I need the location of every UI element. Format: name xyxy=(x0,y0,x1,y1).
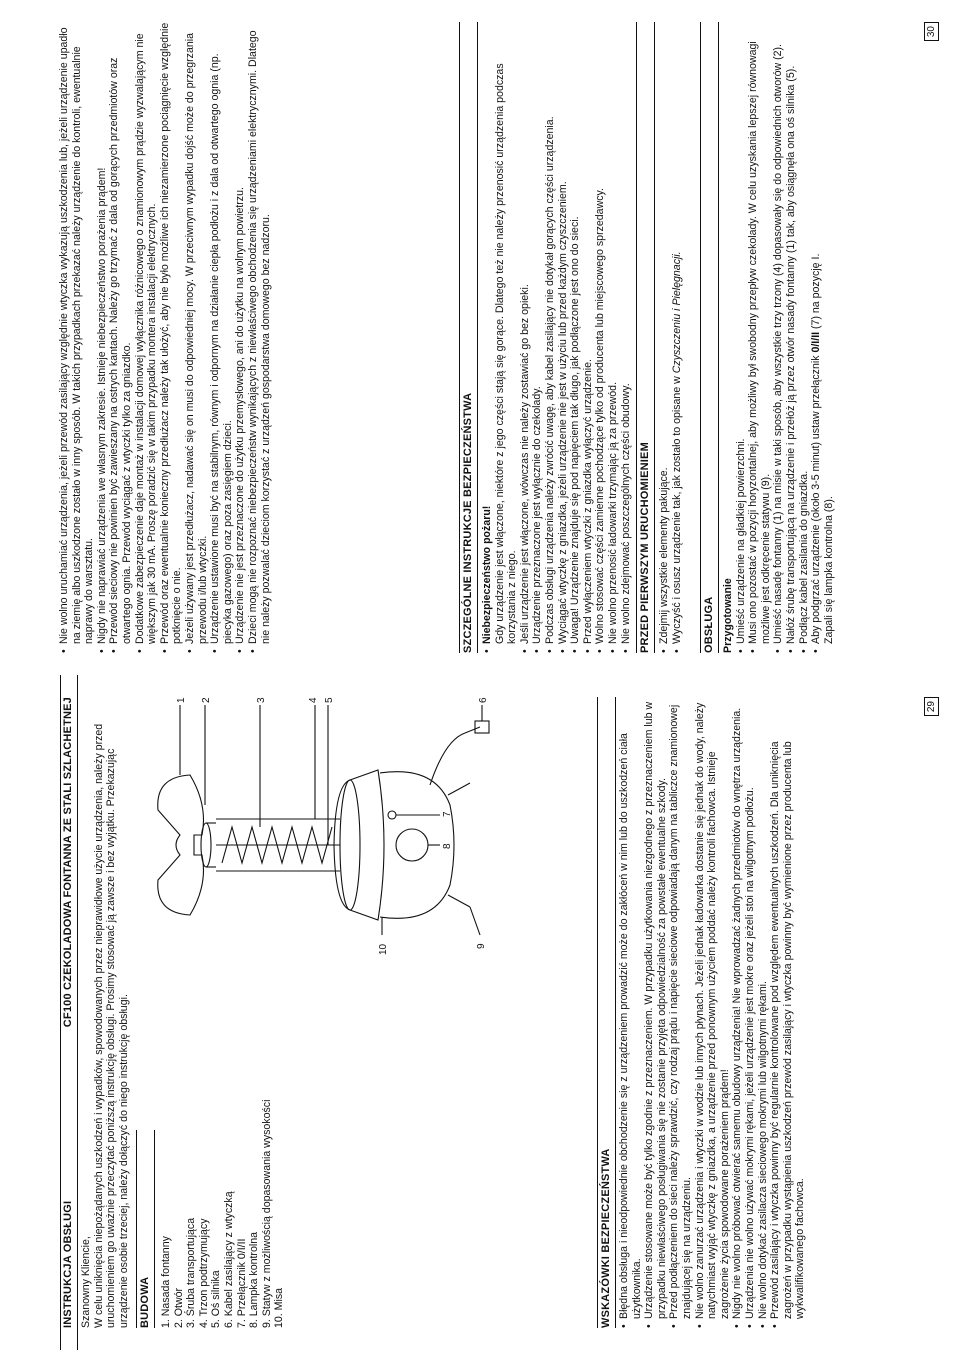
safety-rule-top xyxy=(597,697,598,1328)
greeting: Szanowny Kliencie, xyxy=(80,1236,92,1328)
list-item: • Podłącz kabel zasilania do gniazdka. xyxy=(798,22,811,653)
page-number: 30 xyxy=(924,22,939,41)
safety-rule-bottom xyxy=(615,697,616,1328)
list-item xyxy=(481,22,494,653)
special-rule-top xyxy=(459,22,460,653)
list-item: • Wyciągać wtyczkę z gniazdka, jeżeli urządzenie nie jest w użyciu lub przed każdym czyszczeniem. xyxy=(557,22,570,653)
page-29 xyxy=(0,675,954,1350)
page-number: 29 xyxy=(924,697,939,716)
crown-collar xyxy=(201,823,211,867)
callout-label: 2 xyxy=(201,697,212,703)
obsluga-rule-bottom xyxy=(718,22,719,653)
list-item: 5. Oś silnika xyxy=(210,1270,223,1328)
list-item: • Dzieci mogą nie rozpoznać niebezpieczeństw wynikających z niewłaściwego obchodzenia się urządzeniami elektrycznymi. Dlatego nie należy pozwalać dzieciom korzystać z urządzeń gospodarstwa domowego bez nadzoru. xyxy=(247,22,272,653)
stand-leg xyxy=(448,895,470,907)
intro-text: W celu uniknięcia niepożądanych uszkodzeń i wypadków, spowodowanych przez nieprawidłowe użycie urządzenia, należy przed uruchomieniem go uważnie przeczytać poniższą instrukcję obsługi. Prosimy stosować ją zawsze i bez wyjątku. Przekazując urządzenie osobie trzeciej, należy dołączyć do niego instrukcję obsługi. xyxy=(92,723,130,1328)
budowa-heading: BUDOWA xyxy=(139,1276,151,1328)
title-rule-bottom xyxy=(77,675,78,1350)
special-block xyxy=(481,22,632,653)
plug-icon xyxy=(475,721,489,733)
callout-label: 4 xyxy=(308,697,319,703)
fountain-crown xyxy=(158,775,204,915)
list-item: 7. Przełącznik 0/I/II xyxy=(235,1238,248,1328)
special-heading: SZCZEGÓLNE INSTRUKCJE BEZPIECZEŃSTWA xyxy=(462,392,474,653)
list-item: • Nie wolno zdejmować poszczególnych części obudowy. xyxy=(620,22,633,653)
safety-heading: WSKAZÓWKI BEZPIECZEŃSTWA xyxy=(600,1148,612,1328)
bowl-rim xyxy=(340,780,360,910)
budowa-rule-top xyxy=(136,1130,137,1328)
safety-list-continued xyxy=(58,22,272,653)
list-item: • Przewód oraz ewentualnie konieczny przedłużacz należy tak ułożyć, aby nie było możliwe ich niezamierzone pociągnięcie względnie potknięcie o nie. xyxy=(159,22,184,653)
list-item: • Umieść urządzenie na gładkiej powierzchni. xyxy=(735,22,748,653)
list-item: • Przewód zasilający i wtyczka powinny być regularnie kontrolowane pod względem ewentualnych uszkodzeń. Dla uniknięcia zagrożeń w przypadku wystąpienia uszkodzeń przewód zasilający i wtyczka powinny być wymienione przez producenta lub wykwalifikowanego fachowca. xyxy=(769,697,807,1328)
list-item: 4. Trzon podtrzymujący xyxy=(197,1218,210,1328)
control-lamp xyxy=(388,811,396,819)
list-item: • Podczas obsługi urządzenia należy zwrócić uwagę, aby kabel zasilający nie dotykał gorących części urządzenia. xyxy=(544,22,557,653)
list-item: • Nie wolno uruchamiać urządzenia, jeżeli przewód zasilający względnie wtyczka wykazują uszkodzenia lub, jeżeli urządzenie upadło na ziemię albo uszkodzone zostało w inny sposób. W takich przypadkach przekazać należy urządzenie do kontroli, ewentualnie naprawy do warsztatu. xyxy=(58,22,96,653)
list-item: • Urządzenia nie wolno używać mokrymi rękami, jeżeli urządzenie jest mokre oraz jeżeli stoi na wilgotnym podłożu. xyxy=(744,697,757,1328)
list-item: 3. Śruba transportująca xyxy=(185,1217,198,1328)
list-item: 10. Misa xyxy=(273,1287,286,1328)
special-list xyxy=(557,22,633,653)
fire-list xyxy=(481,22,557,653)
list-item: • Dodatkowe zabezpieczenie daje montaż w instalacji domowej wyłącznika różnicowego o znamionowym prądzie wyzwalającym nie większym jak 30 mA. Proszę poradzić się w takim przypadku montera instalacji elektrycznych. xyxy=(134,22,159,653)
parts-list xyxy=(160,998,286,1328)
list-item: 8. Lampka kontrolna xyxy=(248,1232,261,1328)
obsluga-rule-top xyxy=(700,22,701,653)
list-item: • Nigdy nie wolno próbować otwierać samemu obudowy urządzenia! Nie wprowadzać żadnych przedmiotów do wnętrza urządzenia. xyxy=(731,697,744,1328)
cleaning-reference: Czyszczeniu i Pielęgnacji. xyxy=(670,251,683,374)
power-cable xyxy=(430,727,480,785)
switch-tail: (7) na pozycję I. xyxy=(810,253,823,332)
title-rule-top xyxy=(60,675,61,1350)
first-use-heading: PRZED PIERWSZYM URUCHOMIENIEM xyxy=(639,442,651,653)
callout-label: 9 xyxy=(476,943,487,949)
list-item: • Nałóż śrubę transportującą na urządzenie i przełóż ją przez otwór nasady fontanny (1) tak, aby osiągnęła ona oś silnika (5). xyxy=(785,22,798,653)
model-title: CF100 CZEKOLADOWA FONTANNA ZE STALI SZLACHETNEJ xyxy=(62,697,74,1028)
first-use-list xyxy=(658,22,683,653)
stand-leg xyxy=(448,783,470,795)
callout-label: 7 xyxy=(442,811,453,817)
callout-label: 5 xyxy=(324,697,335,703)
switch-knob xyxy=(396,829,428,861)
heat-instruction: Aby podgrzać urządzenie (około 3-5 minut) ustaw przełącznik xyxy=(810,352,823,644)
fire-warning-label: Niebezpieczeństwo pożaru! xyxy=(481,505,493,644)
callout-label: 10 xyxy=(378,943,389,955)
list-item: • Wolno stosować części zamienne pochodzące tylko od producenta lub miejscowego sprzedawcy. xyxy=(594,22,607,653)
budowa-rule-bottom xyxy=(154,1130,155,1328)
list-item: • Urządzenie ustawione musi być na stabilnym, równym i odpornym na działanie ciepła podłożu i z dala od otwartego ognia (np. piecyka gazowego) oraz poza zasięgiem dzieci. xyxy=(209,22,234,653)
special-rule-bottom xyxy=(477,22,478,653)
list-item xyxy=(671,22,684,653)
list-item: 2. Otwór xyxy=(172,1287,185,1328)
list-item: • Przed podłączeniem do sieci należy sprawdzić, czy rodzaj prądu i napięcie sieciowe odpowiadają danym na tabliczce znamionowej znajdującej się na urządzeniu. xyxy=(668,697,693,1328)
callout-label: 6 xyxy=(478,697,489,703)
first-use-text: Wyczyść i osusz urządzenie tak, jak zostało to opisane w xyxy=(670,373,683,644)
list-item: • Błędna obsługa i nieodpowiednie obchodzenie się z urządzeniem prowadzić może do zakłóceń w nim lub do uszkodzeń ciała użytkownika. xyxy=(618,697,643,1328)
fountain-diagram xyxy=(150,695,495,995)
list-item: • Nigdy nie naprawiać urządzenia we własnym zakresie. Istnieje niebezpieczeństwo porażenia prądem! xyxy=(96,22,109,653)
list-item: • Przed wyłączeniem wtyczki z gniazdka wyłączyć urządzenie. xyxy=(582,22,595,653)
callout-label: 8 xyxy=(442,843,453,849)
preparation-label: Przygotowanie xyxy=(722,578,734,653)
list-item: 9. Statyw z możliwością dopasowania wysokości xyxy=(260,1099,273,1328)
lamp-line: Zapali się lampka kontrolna (8). xyxy=(822,496,835,644)
bowl xyxy=(334,770,384,920)
list-item: • Urządzenie stosowane może być tylko zgodnie z przeznaczeniem. W przypadku użytkowania niezgodnego z przeznaczeniem lub w przypadku niewłaściwego posługiwania się nie zostanie przyjęta odpowiedzialność za powstałe ewentualne szkody. xyxy=(643,697,668,1328)
safety-list xyxy=(618,697,807,1328)
first-use-rule-bottom xyxy=(654,22,655,653)
switch-label: 0/I/II xyxy=(810,331,823,353)
obsluga-block xyxy=(722,22,835,653)
manual-title: INSTRUKCJA OBSŁUGI xyxy=(62,1200,74,1328)
obsluga-list xyxy=(735,22,836,653)
list-item: 1. Nasada fontanny xyxy=(160,1236,172,1328)
list-item: • Zdejmij wszystkie elementy pakujące. xyxy=(658,22,671,653)
callout-label: 3 xyxy=(256,697,267,703)
first-use-rule-top xyxy=(636,22,637,653)
list-item: • Jeżeli używany jest przedłużacz, nadawać się on musi do odpowiedniej mocy. W przeciwnym wypadku dojść może do przegrzania przewodu i/lub wtyczki. xyxy=(184,22,209,653)
list-item: • Urządzenie nie jest przeznaczone do użytku przemysłowego, ani do użytku na wolnym powietrzu. xyxy=(234,22,247,653)
title-row xyxy=(62,697,75,1328)
list-item: • Umieść nasadę fontanny (1) na misie w taki sposób, aby wszystkie trzy trzony (4) dopasowały się do odpowiednich otworów (2). xyxy=(772,22,785,653)
list-item: • Przewód sieciowy nie powinien być zawieszany na ostrych kantach. Należy go trzymać z dala od gorących przedmiotów oraz otwartego ognia. Przewód wyciągać z wtyczki tylko za gniazdko. xyxy=(108,22,133,653)
list-item: • Nie wolno przenosić ładowarki trzymając ją za przewód. xyxy=(607,22,620,653)
list-item: • Uwaga! Urządzenie znajduje się pod napięciem tak długo, jak podłączone jest ono do sieci. xyxy=(569,22,582,653)
list-item: • Nie wolno dotykać zasilacza sieciowego mokrymi lub wilgotnymi rękami. xyxy=(757,697,770,1328)
list-item: • Jeśli urządzenie jest włączone, wówczas nie należy zostawiać go bez opieki. xyxy=(519,22,532,653)
callout-label: 1 xyxy=(176,697,187,703)
obsluga-heading: OBSŁUGA xyxy=(703,596,715,653)
list-item: 6. Kabel zasilający z wtyczką xyxy=(222,1191,235,1328)
list-item: Gdy urządzenie jest włączone, niektóre z jego części stają się gorące. Dlatego też nie należy przenosić urządzenia podczas korzystania z niego. xyxy=(493,63,519,644)
list-item: • Nie wolno zanurzać urządzenia i wtyczki w wodzie lub innych płynach. Jeżeli jednak ładowarka dostanie się jednak do wody, należy natychmiast wyjąć wtyczkę z gniazdka, a urządzenie przed ponownym użyciem poddać należy kontroli fachowca. Istnieje zagrożenie życia spowodowane porażeniem prądem! xyxy=(694,697,732,1328)
list-item: • Urządzenie przeznaczone jest wyłącznie do czekolady. xyxy=(531,22,544,653)
list-item: • Musi ono pozostać w pozycji horyzontalnej, aby możliwy był swobodny przepływ czekolady. W celu uzyskania lepszej równowagi możliwe jest odkręcenie statywu (9). xyxy=(747,22,772,653)
intro-block xyxy=(80,697,130,1328)
leader-line xyxy=(470,907,480,935)
list-item xyxy=(810,22,835,653)
